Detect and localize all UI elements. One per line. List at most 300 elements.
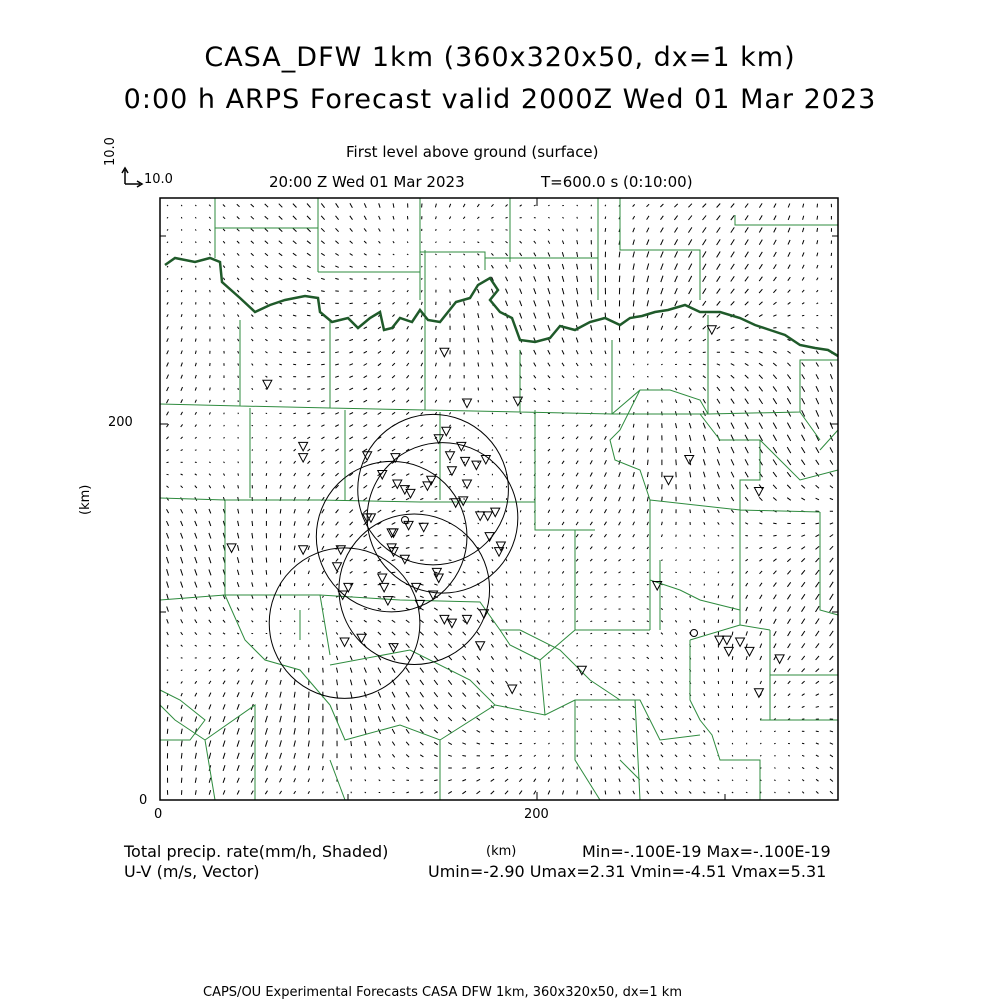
- wind-vector: [731, 364, 735, 366]
- wind-vector: [759, 277, 762, 281]
- wind-vector: [195, 693, 197, 697]
- wind-vector: [562, 547, 564, 550]
- wind-vector: [294, 766, 296, 771]
- wind-vector: [577, 658, 578, 659]
- wind-vector: [378, 535, 382, 537]
- wind-vector: [731, 204, 734, 208]
- wind-vector: [407, 254, 408, 255]
- wind-vector: [717, 375, 720, 378]
- wind-vector: [548, 706, 549, 707]
- wind-vector: [266, 645, 267, 646]
- wind-vector: [746, 583, 748, 586]
- wind-vector: [816, 398, 819, 404]
- wind-vector: [563, 670, 564, 671]
- wind-vector: [718, 706, 719, 708]
- wind-vector: [759, 375, 763, 379]
- wind-vector: [491, 681, 494, 684]
- wind-vector: [661, 718, 663, 720]
- wind-vector: [520, 325, 522, 330]
- wind-vector: [803, 204, 804, 208]
- wind-vector: [732, 656, 733, 660]
- wind-vector: [265, 229, 268, 232]
- wind-vector: [223, 229, 225, 231]
- wind-vector: [266, 621, 267, 622]
- wind-vector: [675, 694, 677, 696]
- wind-vector: [717, 276, 721, 282]
- wind-vector: [435, 462, 437, 463]
- wind-vector: [336, 621, 338, 622]
- wind-vector: [675, 718, 677, 720]
- wind-vector: [321, 253, 325, 255]
- wind-vector: [647, 276, 649, 282]
- wind-vector: [831, 303, 832, 304]
- wind-vector: [661, 301, 663, 307]
- wind-vector: [420, 755, 423, 757]
- wind-vector: [478, 523, 479, 524]
- wind-vector: [690, 572, 691, 573]
- wind-vector: [759, 240, 762, 245]
- wind-vector: [830, 523, 833, 524]
- wind-vector: [577, 300, 578, 306]
- x-tick-0: 0: [154, 807, 163, 822]
- wind-vector: [577, 633, 578, 634]
- wind-vector: [590, 572, 592, 574]
- wind-vector: [477, 743, 480, 744]
- wind-vector: [563, 779, 564, 782]
- wind-vector: [675, 779, 677, 782]
- wind-vector: [265, 303, 268, 305]
- wind-vector: [265, 290, 268, 292]
- wind-vector: [378, 668, 381, 673]
- wind-vector: [830, 546, 833, 550]
- wind-vector: [506, 425, 507, 426]
- wind-vector: [420, 792, 423, 793]
- wind-vector: [703, 227, 707, 232]
- wind-vector: [773, 535, 776, 536]
- wind-vector: [252, 558, 253, 563]
- wind-vector: [605, 719, 606, 720]
- wind-vector: [703, 264, 706, 270]
- wind-vector: [478, 450, 479, 451]
- wind-vector: [549, 584, 550, 586]
- wind-vector: [195, 474, 197, 475]
- wind-vector: [718, 792, 720, 793]
- wind-vector: [393, 279, 395, 280]
- wind-vector: [421, 254, 422, 255]
- wind-vector: [548, 485, 550, 488]
- wind-vector: [633, 730, 635, 732]
- wind-vector: [619, 718, 621, 720]
- wind-vector: [167, 607, 169, 612]
- wind-vector: [562, 300, 564, 306]
- y-tick-200: 200: [108, 415, 133, 430]
- wind-vector: [633, 657, 635, 658]
- wind-vector: [718, 497, 720, 501]
- wind-vector: [802, 435, 805, 441]
- wind-vector: [802, 374, 805, 379]
- wind-vector: [209, 521, 211, 526]
- wind-vector: [732, 731, 733, 733]
- wind-vector: [167, 670, 168, 671]
- wind-vector: [209, 412, 210, 414]
- wind-vector: [816, 631, 820, 636]
- wind-vector: [745, 252, 748, 258]
- wind-vector: [689, 276, 692, 282]
- wind-vector: [773, 386, 777, 391]
- wind-vector: [349, 352, 353, 353]
- wind-vector: [223, 438, 224, 439]
- wind-vector: [492, 313, 494, 318]
- wind-vector: [492, 289, 494, 294]
- wind-vector: [548, 437, 550, 439]
- wind-vector: [704, 484, 705, 489]
- wind-vector: [434, 717, 438, 721]
- wind-vector: [718, 718, 719, 720]
- wind-vector: [689, 251, 692, 257]
- triangle-down-icon: [508, 685, 517, 694]
- wind-vector: [675, 755, 677, 757]
- wind-vector: [774, 731, 775, 732]
- wind-vector: [577, 645, 578, 646]
- wind-vector: [520, 719, 522, 720]
- wind-vector: [477, 768, 481, 769]
- wind-vector: [280, 449, 282, 451]
- wind-vector: [195, 778, 196, 783]
- axis-ticks: [160, 198, 838, 800]
- wind-vector: [830, 486, 833, 488]
- wind-vector: [830, 779, 833, 782]
- wind-vector: [605, 731, 606, 733]
- wind-vector: [350, 485, 353, 488]
- wind-vector: [280, 692, 281, 698]
- wind-vector: [506, 375, 508, 378]
- wind-vector: [534, 313, 536, 319]
- wind-vector: [534, 288, 536, 294]
- wind-vector: [817, 265, 818, 268]
- wind-vector: [462, 756, 466, 757]
- wind-vector: [788, 240, 790, 245]
- wind-vector: [378, 303, 381, 304]
- wind-vector: [787, 435, 790, 441]
- wind-vector: [647, 755, 649, 758]
- wind-vector: [393, 229, 394, 232]
- wind-vector: [661, 326, 663, 330]
- wind-vector: [745, 314, 749, 317]
- wind-vector: [477, 791, 481, 794]
- wind-vector: [548, 571, 549, 573]
- wind-vector: [633, 534, 635, 537]
- wind-vector: [434, 780, 437, 781]
- wind-vector: [364, 339, 367, 341]
- wind-vector: [563, 217, 564, 218]
- wind-vector: [675, 228, 678, 233]
- wind-vector: [181, 557, 183, 563]
- wind-vector: [251, 728, 253, 734]
- wind-vector: [604, 572, 606, 574]
- wind-vector: [335, 449, 338, 451]
- wind-vector: [520, 205, 522, 207]
- wind-vector: [760, 706, 761, 708]
- wind-vector: [463, 693, 466, 697]
- wind-vector: [167, 387, 169, 391]
- wind-vector: [195, 632, 197, 634]
- wind-vector: [420, 498, 423, 499]
- wind-vector: [576, 534, 578, 537]
- wind-vector: [252, 509, 253, 514]
- wind-vector: [406, 437, 409, 439]
- wind-vector: [436, 338, 437, 342]
- wind-vector: [337, 704, 338, 710]
- wind-vector: [689, 411, 691, 416]
- wind-vector: [280, 680, 281, 685]
- wind-vector: [788, 756, 790, 757]
- wind-vector: [619, 252, 620, 258]
- wind-vector: [506, 608, 507, 611]
- wind-vector: [576, 485, 578, 489]
- wind-vector: [562, 510, 564, 513]
- wind-vector: [633, 300, 634, 306]
- wind-vector: [279, 327, 282, 328]
- wind-vector: [252, 521, 253, 526]
- wind-vector: [252, 437, 253, 438]
- wind-vector: [506, 413, 507, 414]
- wind-vector: [491, 767, 494, 768]
- wind-vector: [759, 228, 762, 233]
- wind-vector: [633, 509, 635, 513]
- wind-vector: [773, 289, 776, 292]
- wind-vector: [690, 484, 691, 489]
- wind-vector: [167, 545, 169, 551]
- wind-vector: [520, 301, 522, 307]
- wind-vector: [464, 338, 465, 343]
- wind-vector: [731, 387, 734, 391]
- wind-vector: [393, 203, 394, 207]
- wind-vector: [265, 364, 267, 365]
- wind-vector: [463, 572, 466, 573]
- wind-vector: [463, 584, 466, 586]
- wind-vector: [675, 706, 677, 708]
- wind-vector: [279, 228, 283, 231]
- wind-vector: [506, 632, 508, 635]
- forecast-valid-line: 0:00 h ARPS Forecast valid 2000Z Wed 01 Mar 2023: [123, 84, 877, 115]
- wind-vector: [690, 620, 691, 623]
- wind-vector: [816, 558, 820, 562]
- wind-vector: [534, 300, 536, 306]
- wind-vector: [462, 780, 466, 782]
- wind-vector: [577, 217, 578, 219]
- wind-vector: [773, 351, 776, 353]
- wind-vector: [563, 791, 564, 795]
- triangle-down-icon: [664, 476, 673, 485]
- wind-vector: [335, 352, 339, 353]
- wind-vector: [349, 327, 353, 328]
- wind-vector: [535, 559, 536, 561]
- wind-vector: [434, 608, 437, 610]
- wind-vector: [392, 656, 395, 661]
- wind-vector: [787, 447, 791, 453]
- wind-vector: [477, 779, 481, 781]
- wind-vector: [406, 632, 410, 635]
- wind-vector: [774, 264, 777, 269]
- wind-vector: [195, 582, 197, 588]
- wind-vector: [773, 410, 777, 416]
- wind-vector: [816, 351, 818, 354]
- wind-vector: [704, 535, 705, 537]
- wind-vector: [323, 766, 324, 770]
- wind-vector: [251, 315, 253, 317]
- wind-vector: [349, 400, 353, 402]
- wind-vector: [421, 412, 423, 414]
- wind-vector: [209, 669, 211, 671]
- wind-vector: [364, 547, 367, 549]
- wind-vector: [562, 596, 563, 598]
- wind-vector: [435, 449, 437, 450]
- triangle-down-icon: [299, 442, 308, 451]
- wind-vector: [252, 570, 253, 575]
- wind-vector: [350, 315, 353, 316]
- wind-vector: [209, 741, 211, 747]
- wind-vector: [534, 253, 536, 257]
- wind-vector: [392, 510, 396, 512]
- wind-vector: [378, 692, 381, 698]
- wind-vector: [293, 327, 296, 328]
- wind-vector: [195, 545, 197, 551]
- wind-vector: [181, 375, 183, 379]
- wind-vector: [619, 743, 621, 745]
- wind-vector: [491, 656, 493, 659]
- wind-vector: [605, 228, 606, 232]
- wind-vector: [605, 448, 607, 452]
- wind-vector: [534, 401, 536, 402]
- wind-vector: [591, 264, 592, 270]
- wind-vector: [619, 730, 621, 732]
- wind-vector: [477, 596, 479, 598]
- wind-vector: [308, 509, 310, 513]
- triangle-down-icon: [333, 563, 342, 572]
- wind-vector: [619, 658, 621, 659]
- wind-vector: [704, 706, 705, 708]
- wind-vector: [661, 216, 664, 220]
- wind-vector: [704, 497, 705, 501]
- wind-vector: [364, 412, 368, 414]
- wind-vector: [421, 326, 422, 329]
- wind-vector: [238, 521, 239, 526]
- wind-vector: [605, 351, 606, 354]
- wind-vector: [335, 241, 338, 244]
- wind-vector: [210, 400, 211, 403]
- wind-vector: [534, 755, 536, 756]
- wind-vector: [293, 352, 296, 353]
- wind-vector: [688, 204, 692, 208]
- wind-vector: [392, 449, 395, 451]
- wind-vector: [548, 325, 550, 331]
- wind-vector: [322, 534, 324, 538]
- wind-vector: [265, 765, 267, 770]
- wind-vector: [365, 754, 366, 758]
- wind-vector: [238, 533, 239, 539]
- wind-vector: [195, 753, 196, 759]
- wind-vector: [773, 523, 776, 524]
- wind-vector: [350, 266, 353, 267]
- wind-vector: [690, 584, 691, 585]
- wind-vector: [294, 558, 295, 562]
- wind-vector: [349, 437, 353, 439]
- wind-vector: [448, 632, 451, 635]
- wind-vector: [294, 621, 295, 622]
- triangle-down-icon: [446, 452, 455, 461]
- wind-vector: [816, 339, 818, 341]
- wind-vector: [534, 375, 536, 378]
- wind-vector: [321, 278, 325, 279]
- wind-vector: [802, 303, 804, 305]
- wind-vector: [181, 582, 183, 588]
- wind-vector: [690, 560, 691, 561]
- wind-vector: [422, 278, 423, 280]
- wind-vector: [619, 485, 621, 490]
- wind-vector: [435, 499, 438, 500]
- wind-vector: [293, 204, 297, 208]
- wind-vector: [279, 315, 282, 316]
- wind-vector: [773, 435, 776, 441]
- wind-vector: [633, 288, 634, 294]
- wind-vector: [675, 743, 677, 745]
- wind-vector: [676, 423, 677, 428]
- wind-vector: [321, 291, 325, 292]
- wind-vector: [562, 313, 564, 319]
- wind-vector: [576, 437, 578, 440]
- wind-vector: [689, 706, 691, 708]
- triangle-down-icon: [775, 655, 784, 664]
- wind-vector: [802, 277, 804, 280]
- wind-vector: [576, 313, 578, 319]
- wind-vector: [477, 242, 479, 243]
- wind-vector: [619, 670, 621, 671]
- triangle-down-icon: [577, 666, 586, 675]
- wind-vector: [731, 472, 734, 478]
- wind-vector: [563, 755, 564, 757]
- triangle-down-icon: [419, 523, 428, 532]
- wind-vector: [817, 216, 818, 220]
- wind-vector: [224, 327, 225, 330]
- wind-vector: [647, 682, 649, 684]
- wind-vector: [774, 619, 777, 624]
- triangle-down-icon: [754, 689, 763, 698]
- wind-vector: [605, 779, 606, 782]
- wind-vector: [562, 338, 564, 343]
- wind-vector: [633, 448, 634, 453]
- wind-vector: [576, 461, 578, 464]
- wind-vector: [478, 338, 479, 343]
- wind-vector: [322, 621, 323, 622]
- wind-vector: [675, 301, 678, 306]
- wind-vector: [648, 448, 649, 453]
- wind-vector: [689, 730, 691, 732]
- wind-vector: [591, 646, 593, 647]
- wind-vector: [817, 303, 819, 304]
- wind-vector: [350, 279, 353, 280]
- wind-vector: [661, 251, 664, 257]
- wind-vector: [167, 205, 168, 206]
- wind-vector: [831, 362, 833, 366]
- wind-vector: [562, 264, 564, 269]
- wind-vector: [167, 266, 168, 267]
- wind-vector: [746, 571, 748, 574]
- wind-vector: [293, 228, 297, 231]
- wind-vector: [802, 706, 805, 707]
- wind-vector: [787, 472, 791, 477]
- wind-vector: [350, 510, 353, 513]
- wind-vector: [662, 497, 663, 502]
